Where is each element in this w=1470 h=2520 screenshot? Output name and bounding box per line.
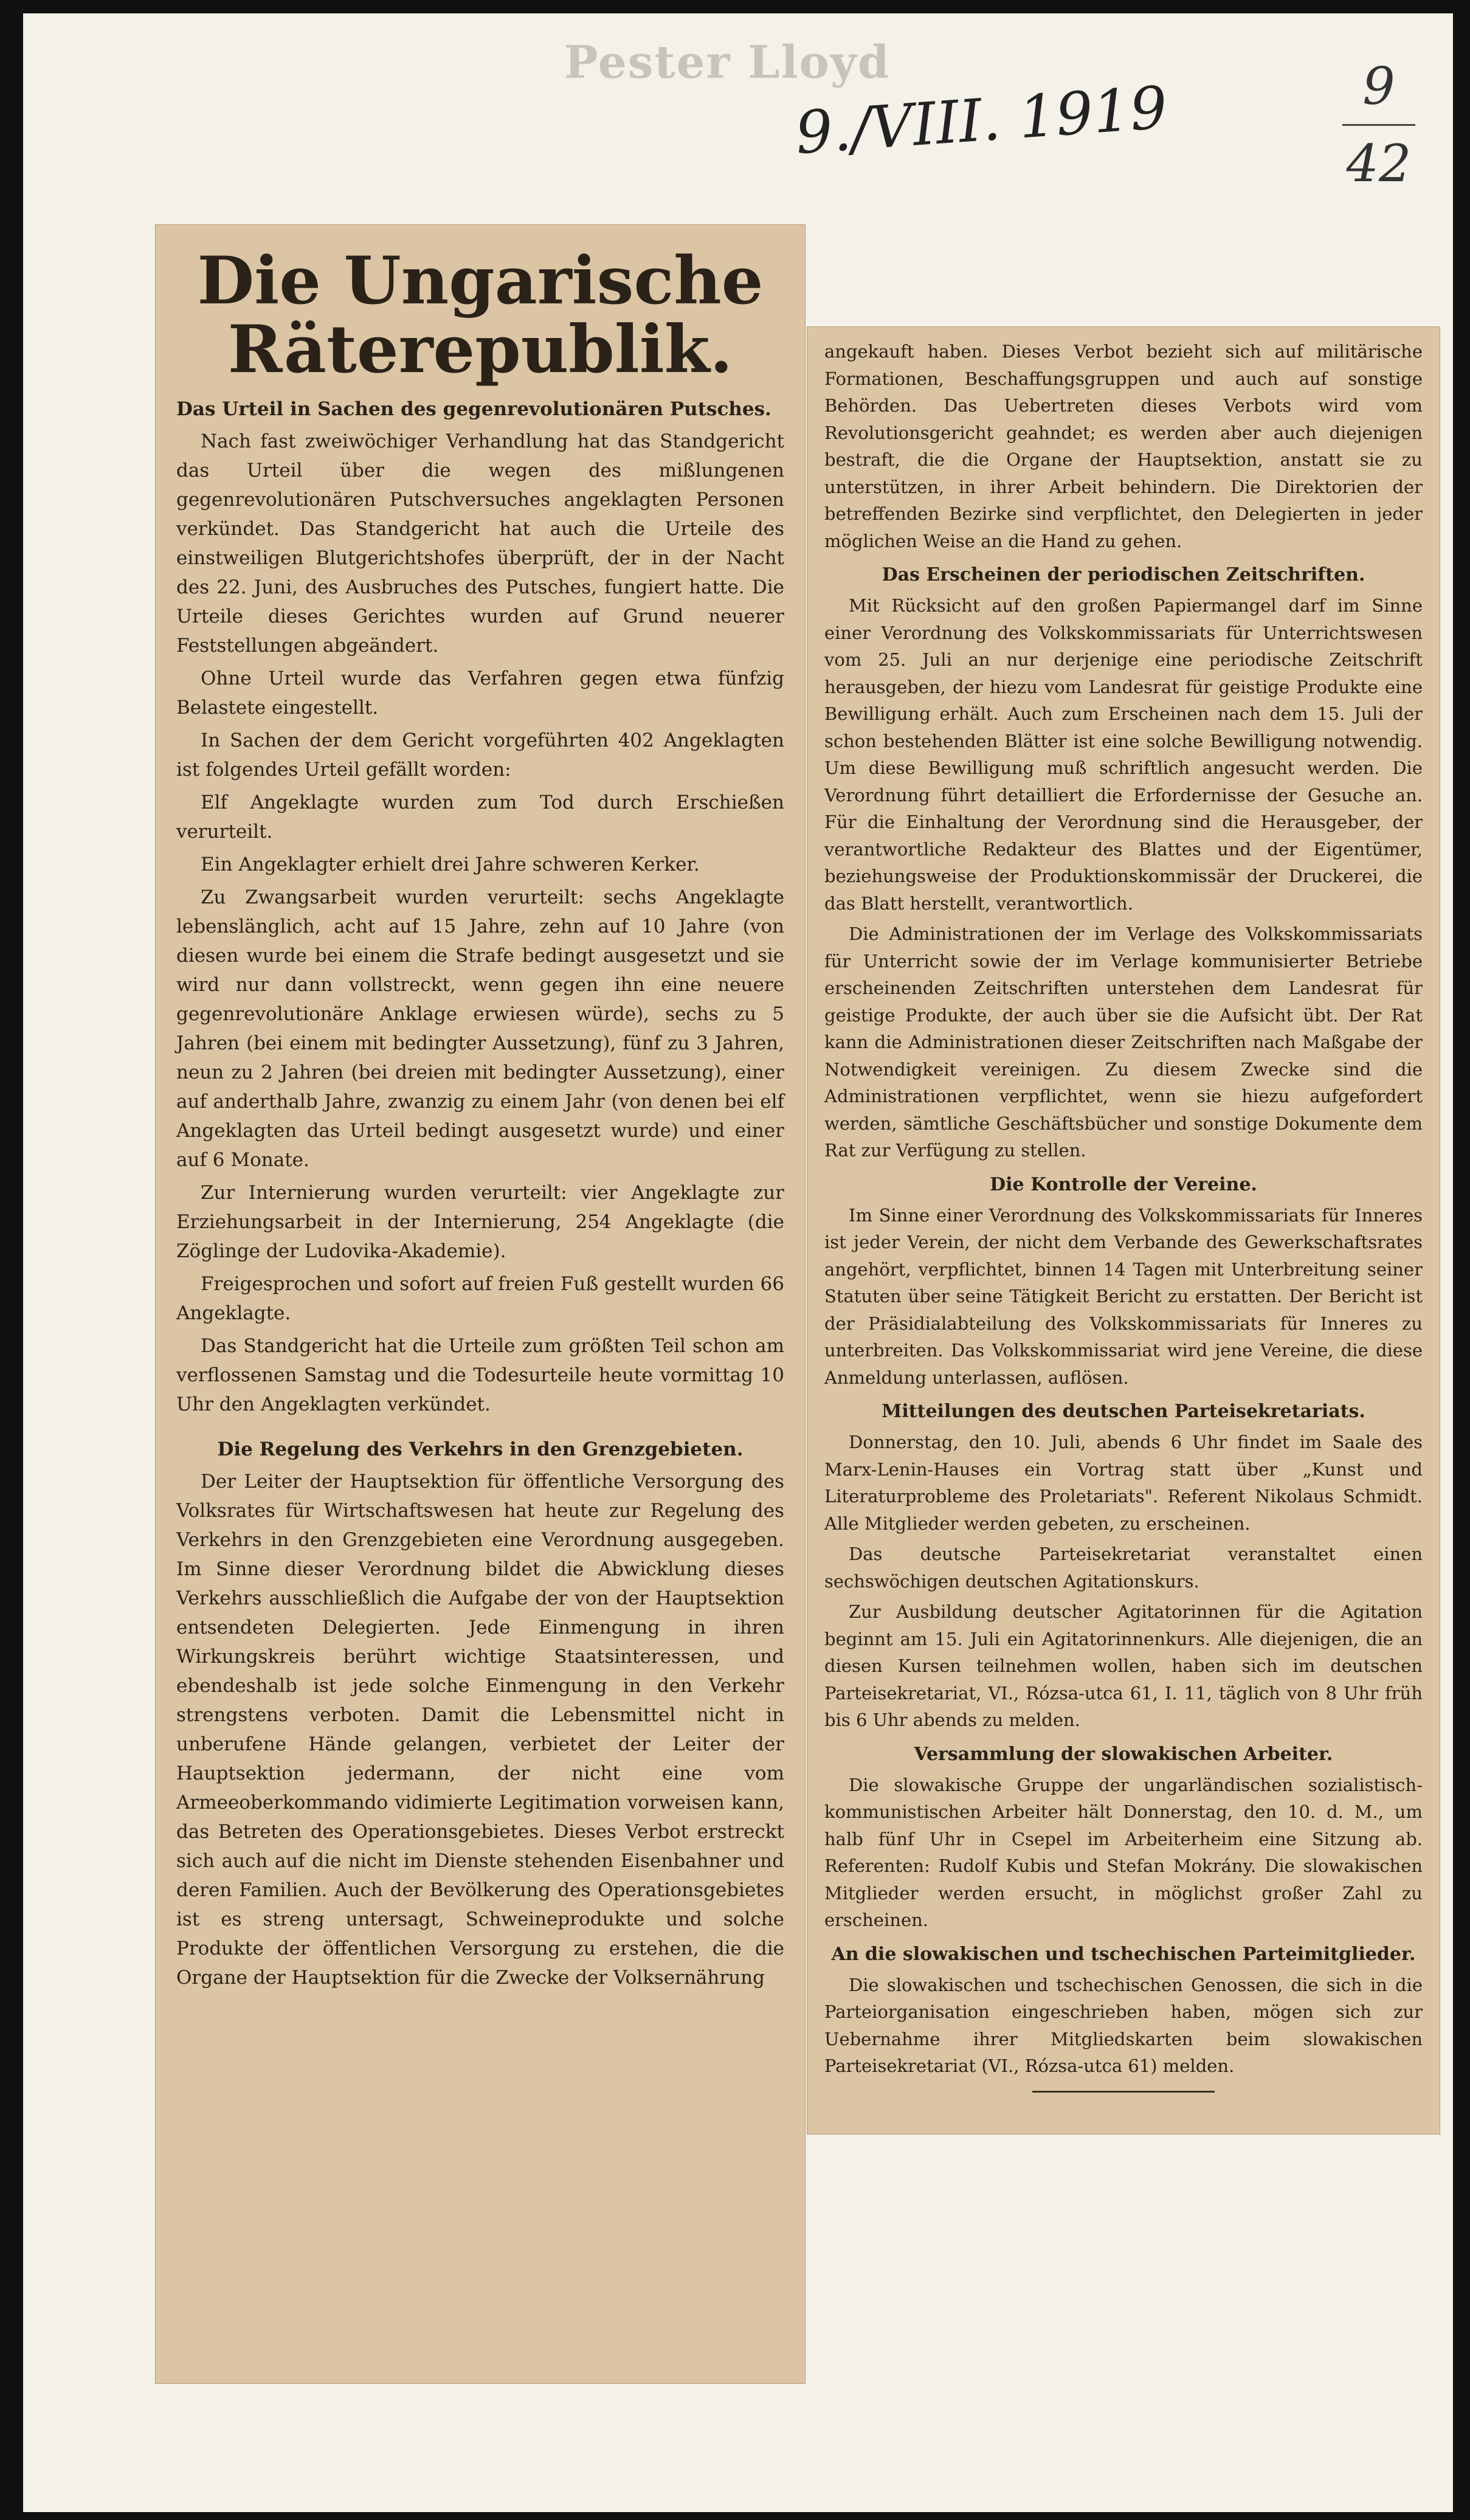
- section-heading-german-secretariat: Mitteilungen des deutschen Parteisekretariats.: [882, 1401, 1365, 1422]
- clipping-left-column: [156, 225, 805, 2383]
- continuation-paragraph: angekauft haben. Dieses Verbot bezieht sich auf militärische Formationen, Beschaffungsgruppen und auch auf sonstige Behörden. Das Uebertreten dieses Verbots wird vom Revolutionsgericht geahndet; es werden aber auch diejenigen bestraft, die die Organe der Hauptsektion, anstatt sie zu unterstützen, in ihrer Arbeit behindern. Die Direktorien der betreffenden Bezirke sind verpflichtet, den Delegierten in jeder möglichen Weise an die Hand zu gehen.: [824, 341, 1423, 551]
- paragraph: Nach fast zweiwöchiger Verhandlung hat das Standgericht das Urteil über die wegen des mißlungenen gegenrevolutionären Putschversuches angeklagten Personen verkündet. Das Standgericht hat auch die Urteile des einstweiligen Blutgerichtshofes überprüft, der in der Nacht des 22. Juni, des Ausbruches des Putsches, fungiert hatte. Die Urteile dieses Gerichtes wurden auf Grund neuerer Feststellungen abgeändert.: [176, 430, 784, 657]
- folio-bottom: 42: [1346, 134, 1412, 193]
- paragraph: Donnerstag, den 10. Juli, abends 6 Uhr findet im Saale des Marx-Lenin-Hauses ein Vortrag statt über „Kunst und Literaturprobleme des Proletariats". Referent Nikolaus Schmidt. Alle Mitglieder werden gebeten, zu erscheinen.: [824, 1432, 1423, 1534]
- paragraph: Ohne Urteil wurde das Verfahren gegen etwa fünfzig Belastete eingestellt.: [176, 667, 784, 719]
- article-title: Die Ungarische Räterepublik.: [197, 243, 764, 388]
- paragraph: Im Sinne einer Verordnung des Volkskommissariats für Inneres ist jeder Verein, der nicht dem Verbande des Gewerkschaftsrates angehört, verpflichtet, binnen 14 Tagen mit Unterbreitung seiner Statuten über seine Tätigkeit Bericht zu erstatten. Der Bericht ist der Präsidialabteilung des Volkskommissariats für Inneres zu unterbreiten. Das Volkskommissariat wird jene Vereine, die diese Anmeldung unterlassen, auflösen.: [824, 1204, 1423, 1388]
- folio-divider: [1342, 124, 1415, 126]
- folio-top: 9: [1362, 57, 1395, 116]
- section-heading-periodicals: Das Erscheinen der periodischen Zeitschriften.: [882, 564, 1365, 585]
- paragraph: Ein Angeklagter erhielt drei Jahre schweren Kerker.: [201, 853, 700, 875]
- clipping-right-column: [807, 327, 1440, 2134]
- paragraph: Elf Angeklagte wurden zum Tod durch Erschießen verurteilt.: [176, 791, 784, 843]
- paragraph: Freigesprochen und sofort auf freien Fuß gestellt wurden 66 Angeklagte.: [176, 1272, 784, 1324]
- folio-number: [1342, 57, 1415, 193]
- paragraph: Zur Ausbildung deutscher Agitatorinnen für die Agitation beginnt am 15. Juli ein Agitatorinnenkurs. Alle diejenigen, die an diesen Kursen teilnehmen wollen, haben sich im deutschen Parteisekretariat, VI., Rózsa-utca 61, I. 11, täglich von 8 Uhr früh bis 6 Uhr abends zu melden.: [824, 1601, 1423, 1730]
- paragraph: In Sachen der dem Gericht vorgeführten 402 Angeklagten ist folgendes Urteil gefällt worden:: [176, 729, 784, 781]
- handwritten-date: 9./VIII. 1919: [793, 73, 1170, 168]
- section-heading-associations: Die Kontrolle der Vereine.: [990, 1173, 1257, 1195]
- newspaper-masthead: Pester Lloyd: [564, 36, 891, 89]
- paragraph: Der Leiter der Hauptsektion für öffentliche Versorgung des Volksrates für Wirtschaftswesen hat heute zur Regelung des Verkehrs in den Grenzgebieten eine Verordnung ausgegeben. Im Sinne dieser Verordnung bildet die Abwicklung dieses Verkehrs ausschließlich die Aufgabe der von der Hauptsektion entsendeten Delegierten. Jede Einmengung in ihren Wirkungskreis berührt wichtige Staatsinteressen, und ebendeshalb ist jede solche Einmengung in den Verkehr strengstens verboten. Damit die Lebensmittel nicht in unberufene Hände gelangen, verbietet der Leiter der Hauptsektion jedermann, der nicht eine vom Armeeoberkommando vidimierte Legitimation vorweisen kann, das Betreten des Operationsgebietes. Dieses Verbot erstreckt sich auch auf die nicht im Dienste stehenden Eisenbahner und deren Familien. Auch der Bevölkerung des Operationsgebietes ist es streng untersagt, Schweineprodukte und solche Produkte der öffentlichen Versorgung zu erstehen, die die Organe der Hauptsektion für die Zwecke der Volksernährung: [176, 1471, 784, 1989]
- paragraph: Zu Zwangsarbeit wurden verurteilt: sechs Angeklagte lebenslänglich, acht auf 15 Jahre, zehn auf 10 Jahre (von diesen wurde bei einem die Strafe bedingt ausgesetzt und sie wird nur dann vollstreckt, wenn gegen ihn eine neuere gegenrevolutionäre Anklage erwiesen würde), sechs zu 5 Jahren (bei einem mit bedingter Aussetzung), fünf zu 3 Jahren, neun zu 2 Jahren (bei dreien mit bedingter Aussetzung), einer auf anderthalb Jahre, zwanzig zu einem Jahr (von denen bei elf Angeklagten das Urteil bedingt ausgesetzt wurde) und einer auf 6 Monate.: [176, 886, 784, 1171]
- paragraph: Das deutsche Parteisekretariat veranstaltet einen sechswöchigen deutschen Agitationskurs.: [824, 1544, 1423, 1592]
- paragraph: Die slowakische Gruppe der ungarländischen sozialistisch-kommunistischen Arbeiter hält Donnerstag, den 10. d. M., um halb fünf Uhr in Csepel im Arbeiterheim eine Sitzung ab. Referenten: Rudolf Kubis und Stefan Mokrány. Die slowakischen Mitglieder werden ersucht, in möglichst großer Zahl zu erscheinen.: [824, 1774, 1423, 1930]
- paragraph: Die slowakischen und tschechischen Genossen, die sich in die Parteiorganisation eingeschrieben haben, mögen sich zur Uebernahme ihrer Mitgliedskarten beim slowakischen Parteisekretariat (VI., Rózsa-utca 61) melden.: [824, 1974, 1423, 2076]
- section-heading-slovak-workers: Versammlung der slowakischen Arbeiter.: [914, 1743, 1333, 1765]
- section-heading-putsch: Das Urteil in Sachen des gegenrevolutionären Putsches.: [176, 398, 771, 420]
- paragraph: Zur Internierung wurden verurteilt: vier Angeklagte zur Erziehungsarbeit in der Internierung, 254 Angeklagte (die Zöglinge der Ludovika-Akademie).: [176, 1181, 784, 1262]
- section-heading-border-traffic: Die Regelung des Verkehrs in den Grenzgebieten.: [217, 1438, 744, 1460]
- paragraph: Die Administrationen der im Verlage des Volkskommissariats für Unterricht sowie der im Verlage kommunisierter Betriebe erscheinenden Zeitschriften unterstehen dem Landesrat für geistige Produkte, der auch über sie die Aufsicht übt. Der Rat kann die Administrationen dieser Zeitschriften nach Maßgabe der Notwendigkeit vereinigen. Zu diesem Zwecke sind die Administrationen verpflichtet, wenn sie hiezu aufgefordert werden, sämtliche Geschäftsbücher und sonstige Dokumente dem Rat zur Verfügung zu stellen.: [824, 923, 1423, 1161]
- closing-rule: [1032, 2091, 1215, 2093]
- section-heading-slovak-czech-members: An die slowakischen und tschechischen Parteimitglieder.: [831, 1943, 1416, 1965]
- paragraph: Mit Rücksicht auf den großen Papiermangel darf im Sinne einer Verordnung des Volkskommissariats für Unterrichtswesen vom 25. Juli an nur derjenige eine periodische Zeitschrift herausgeben, der hiezu vom Landesrat für geistige Produkte eine Bewilligung erhält. Auch zum Erscheinen nach dem 15. Juli der schon bestehenden Blätter ist eine solche Bewilligung notwendig. Um diese Bewilligung muß schriftlich angesucht werden. Die Verordnung führt detailliert die Erfordernisse der Gesuche an. Für die Einhaltung der Verordnung sind die Herausgeber, der verantwortliche Redakteur des Blattes und der Eigentümer, beziehungsweise der Produktionskommissär der Druckerei, die das Blatt herstellt, verantwortlich.: [824, 595, 1423, 914]
- paragraph: Das Standgericht hat die Urteile zum größten Teil schon am verflossenen Samstag und die Todesurteile heute vormittag 10 Uhr den Angeklagten verkündet.: [176, 1334, 784, 1415]
